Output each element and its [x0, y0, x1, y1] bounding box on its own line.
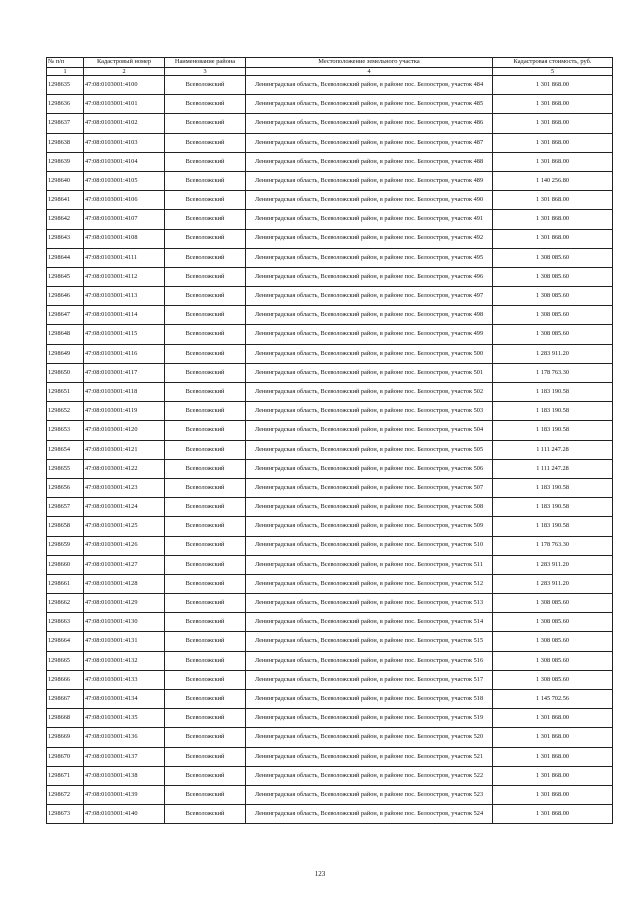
plot-location: Ленинградская область, Всеволожский район, в районе пос. Белоостров, участок 509: [246, 517, 493, 536]
cadastral-value: 1 301 868.00: [493, 95, 613, 114]
district-name: Всеволожский: [165, 76, 246, 95]
table-row: [47, 267, 613, 286]
plot-location: Ленинградская область, Всеволожский район, в районе пос. Белоостров, участок 519: [246, 709, 493, 728]
header-location: Местоположение земельного участка: [246, 58, 493, 68]
plot-location: Ленинградская область, Всеволожский район, в районе пос. Белоостров, участок 484: [246, 76, 493, 95]
cadastral-number: 47:08:0103001:4108: [84, 229, 165, 248]
plot-location: Ленинградская область, Всеволожский район, в районе пос. Белоостров, участок 524: [246, 805, 493, 824]
cadastral-value: 1 301 868.00: [493, 152, 613, 171]
cadastral-value: 1 301 868.00: [493, 229, 613, 248]
cadastral-number: 47:08:0103001:4114: [84, 306, 165, 325]
table-row: [47, 728, 613, 747]
plot-location: Ленинградская область, Всеволожский район, в районе пос. Белоостров, участок 521: [246, 747, 493, 766]
table-row: [47, 632, 613, 651]
plot-location: Ленинградская область, Всеволожский район, в районе пос. Белоостров, участок 501: [246, 363, 493, 382]
cadastral-number: 47:08:0103001:4122: [84, 459, 165, 478]
table-row: [47, 766, 613, 785]
plot-location: Ленинградская область, Всеволожский район, в районе пос. Белоостров, участок 505: [246, 440, 493, 459]
cadastral-number: 47:08:0103001:4120: [84, 421, 165, 440]
row-number: 1298668: [47, 709, 84, 728]
row-number: 1298647: [47, 306, 84, 325]
cadastral-number: 47:08:0103001:4133: [84, 670, 165, 689]
header-row: [47, 58, 613, 68]
plot-location: Ленинградская область, Всеволожский район, в районе пос. Белоостров, участок 502: [246, 383, 493, 402]
row-number: 1298650: [47, 363, 84, 382]
district-name: Всеволожский: [165, 402, 246, 421]
cadastral-number: 47:08:0103001:4118: [84, 383, 165, 402]
plot-location: Ленинградская область, Всеволожский район, в районе пос. Белоостров, участок 489: [246, 171, 493, 190]
cadastral-value: 1 301 868.00: [493, 191, 613, 210]
cadastral-value: 1 301 868.00: [493, 805, 613, 824]
plot-location: Ленинградская область, Всеволожский район, в районе пос. Белоостров, участок 516: [246, 651, 493, 670]
cadastral-number: 47:08:0103001:4131: [84, 632, 165, 651]
district-name: Всеволожский: [165, 171, 246, 190]
cadastral-value: 1 301 868.00: [493, 210, 613, 229]
district-name: Всеволожский: [165, 344, 246, 363]
row-number: 1298662: [47, 594, 84, 613]
table-row: [47, 651, 613, 670]
row-number: 1298646: [47, 287, 84, 306]
cadastral-value: 1 308 085.60: [493, 613, 613, 632]
cadastral-value: 1 111 247.28: [493, 440, 613, 459]
row-number: 1298643: [47, 229, 84, 248]
district-name: Всеволожский: [165, 363, 246, 382]
cadastral-number: 47:08:0103001:4139: [84, 785, 165, 804]
cadastral-value: 1 183 190.58: [493, 498, 613, 517]
table-body: [47, 76, 613, 824]
cadastral-value: 1 183 190.58: [493, 402, 613, 421]
plot-location: Ленинградская область, Всеволожский район, в районе пос. Белоостров, участок 508: [246, 498, 493, 517]
plot-location: Ленинградская область, Всеволожский район, в районе пос. Белоостров, участок 492: [246, 229, 493, 248]
cadastral-value: 1 140 256.80: [493, 171, 613, 190]
cadastral-number: 47:08:0103001:4117: [84, 363, 165, 382]
plot-location: Ленинградская область, Всеволожский район, в районе пос. Белоостров, участок 496: [246, 267, 493, 286]
district-name: Всеволожский: [165, 306, 246, 325]
table-row: [47, 287, 613, 306]
row-number: 1298641: [47, 191, 84, 210]
cadastral-number: 47:08:0103001:4136: [84, 728, 165, 747]
table-row: [47, 421, 613, 440]
plot-location: Ленинградская область, Всеволожский район, в районе пос. Белоостров, участок 520: [246, 728, 493, 747]
row-number: 1298669: [47, 728, 84, 747]
plot-location: Ленинградская область, Всеволожский район, в районе пос. Белоостров, участок 503: [246, 402, 493, 421]
table-row: [47, 191, 613, 210]
cadastral-number: 47:08:0103001:4124: [84, 498, 165, 517]
district-name: Всеволожский: [165, 440, 246, 459]
table-row: [47, 306, 613, 325]
cadastral-number: 47:08:0103001:4126: [84, 536, 165, 555]
table-row: [47, 114, 613, 133]
cadastral-number: 47:08:0103001:4127: [84, 555, 165, 574]
cadastral-number: 47:08:0103001:4113: [84, 287, 165, 306]
row-number: 1298645: [47, 267, 84, 286]
cadastral-number: 47:08:0103001:4125: [84, 517, 165, 536]
row-number: 1298652: [47, 402, 84, 421]
district-name: Всеволожский: [165, 785, 246, 804]
table-row: [47, 133, 613, 152]
row-number: 1298651: [47, 383, 84, 402]
plot-location: Ленинградская область, Всеволожский район, в районе пос. Белоостров, участок 515: [246, 632, 493, 651]
table-row: [47, 805, 613, 824]
row-number: 1298640: [47, 171, 84, 190]
plot-location: Ленинградская область, Всеволожский район, в районе пос. Белоостров, участок 514: [246, 613, 493, 632]
plot-location: Ленинградская область, Всеволожский район, в районе пос. Белоостров, участок 506: [246, 459, 493, 478]
table-row: [47, 95, 613, 114]
cadastral-value: 1 301 868.00: [493, 709, 613, 728]
district-name: Всеволожский: [165, 747, 246, 766]
cadastral-value: 1 308 085.60: [493, 306, 613, 325]
cadastral-number: 47:08:0103001:4140: [84, 805, 165, 824]
district-name: Всеволожский: [165, 632, 246, 651]
district-name: Всеволожский: [165, 517, 246, 536]
plot-location: Ленинградская область, Всеволожский район, в районе пос. Белоостров, участок 510: [246, 536, 493, 555]
cadastral-value: 1 308 085.60: [493, 267, 613, 286]
cadastral-value: 1 301 868.00: [493, 114, 613, 133]
cadastral-value: 1 183 190.58: [493, 421, 613, 440]
table-row: [47, 383, 613, 402]
plot-location: Ленинградская область, Всеволожский район, в районе пос. Белоостров, участок 487: [246, 133, 493, 152]
district-name: Всеволожский: [165, 805, 246, 824]
table-row: [47, 574, 613, 593]
cadastral-value: 1 145 702.56: [493, 690, 613, 709]
plot-location: Ленинградская область, Всеволожский район, в районе пос. Белоостров, участок 498: [246, 306, 493, 325]
table-row: [47, 363, 613, 382]
district-name: Всеволожский: [165, 709, 246, 728]
row-number: 1298658: [47, 517, 84, 536]
table-header: [47, 58, 613, 76]
row-number: 1298672: [47, 785, 84, 804]
row-number: 1298636: [47, 95, 84, 114]
row-number: 1298666: [47, 670, 84, 689]
district-name: Всеволожский: [165, 690, 246, 709]
cadastral-number: 47:08:0103001:4137: [84, 747, 165, 766]
row-number: 1298663: [47, 613, 84, 632]
row-number: 1298670: [47, 747, 84, 766]
plot-location: Ленинградская область, Всеволожский район, в районе пос. Белоостров, участок 488: [246, 152, 493, 171]
row-number: 1298667: [47, 690, 84, 709]
plot-location: Ленинградская область, Всеволожский район, в районе пос. Белоостров, участок 486: [246, 114, 493, 133]
cadastral-value: 1 308 085.60: [493, 632, 613, 651]
table-row: [47, 498, 613, 517]
district-name: Всеволожский: [165, 421, 246, 440]
cadastral-number: 47:08:0103001:4116: [84, 344, 165, 363]
table-row: [47, 709, 613, 728]
district-name: Всеволожский: [165, 555, 246, 574]
district-name: Всеволожский: [165, 651, 246, 670]
district-name: Всеволожский: [165, 248, 246, 267]
cadastral-number: 47:08:0103001:4132: [84, 651, 165, 670]
row-number: 1298660: [47, 555, 84, 574]
header-index: 5: [493, 68, 613, 76]
cadastral-number: 47:08:0103001:4121: [84, 440, 165, 459]
row-number: 1298671: [47, 766, 84, 785]
cadastral-value: 1 308 085.60: [493, 325, 613, 344]
district-name: Всеволожский: [165, 766, 246, 785]
district-name: Всеволожский: [165, 152, 246, 171]
district-name: Всеволожский: [165, 536, 246, 555]
table-row: [47, 76, 613, 95]
cadastral-number: 47:08:0103001:4102: [84, 114, 165, 133]
cadastral-number: 47:08:0103001:4104: [84, 152, 165, 171]
cadastral-number: 47:08:0103001:4128: [84, 574, 165, 593]
cadastral-number: 47:08:0103001:4119: [84, 402, 165, 421]
row-number: 1298657: [47, 498, 84, 517]
cadastral-value: 1 183 190.58: [493, 383, 613, 402]
cadastral-value: 1 183 190.58: [493, 517, 613, 536]
district-name: Всеволожский: [165, 574, 246, 593]
header-number: № п/п: [47, 58, 84, 68]
plot-location: Ленинградская область, Всеволожский район, в районе пос. Белоостров, участок 518: [246, 690, 493, 709]
header-index: 3: [165, 68, 246, 76]
row-number: 1298661: [47, 574, 84, 593]
table-row: [47, 785, 613, 804]
cadastral-number: 47:08:0103001:4100: [84, 76, 165, 95]
table-row: [47, 248, 613, 267]
district-name: Всеволожский: [165, 478, 246, 497]
table-row: [47, 670, 613, 689]
plot-location: Ленинградская область, Всеволожский район, в районе пос. Белоостров, участок 497: [246, 287, 493, 306]
row-number: 1298639: [47, 152, 84, 171]
row-number: 1298659: [47, 536, 84, 555]
cadastral-number: 47:08:0103001:4138: [84, 766, 165, 785]
district-name: Всеволожский: [165, 670, 246, 689]
table-row: [47, 440, 613, 459]
table-row: [47, 747, 613, 766]
table-row: [47, 152, 613, 171]
cadastral-value: 1 111 247.28: [493, 459, 613, 478]
plot-location: Ленинградская область, Всеволожский район, в районе пос. Белоостров, участок 490: [246, 191, 493, 210]
district-name: Всеволожский: [165, 133, 246, 152]
plot-location: Ленинградская область, Всеволожский район, в районе пос. Белоостров, участок 504: [246, 421, 493, 440]
district-name: Всеволожский: [165, 613, 246, 632]
row-number: 1298648: [47, 325, 84, 344]
cadastral-number: 47:08:0103001:4107: [84, 210, 165, 229]
row-number: 1298644: [47, 248, 84, 267]
table-row: [47, 402, 613, 421]
table-row: [47, 325, 613, 344]
cadastral-value: 1 301 868.00: [493, 747, 613, 766]
district-name: Всеволожский: [165, 267, 246, 286]
row-number: 1298637: [47, 114, 84, 133]
row-number: 1298635: [47, 76, 84, 95]
district-name: Всеволожский: [165, 728, 246, 747]
row-number: 1298664: [47, 632, 84, 651]
cadastral-number: 47:08:0103001:4112: [84, 267, 165, 286]
header-index: 4: [246, 68, 493, 76]
table-row: [47, 690, 613, 709]
row-number: 1298638: [47, 133, 84, 152]
row-number: 1298653: [47, 421, 84, 440]
district-name: Всеволожский: [165, 287, 246, 306]
cadastral-value: 1 301 868.00: [493, 133, 613, 152]
row-number: 1298656: [47, 478, 84, 497]
district-name: Всеволожский: [165, 191, 246, 210]
cadastral-number: 47:08:0103001:4129: [84, 594, 165, 613]
district-name: Всеволожский: [165, 383, 246, 402]
cadastral-value: 1 301 868.00: [493, 76, 613, 95]
plot-location: Ленинградская область, Всеволожский район, в районе пос. Белоостров, участок 507: [246, 478, 493, 497]
district-name: Всеволожский: [165, 594, 246, 613]
row-number: 1298655: [47, 459, 84, 478]
plot-location: Ленинградская область, Всеволожский район, в районе пос. Белоостров, участок 500: [246, 344, 493, 363]
cadastral-value-table: [46, 57, 613, 824]
cadastral-value: 1 183 190.58: [493, 478, 613, 497]
header-index-row: [47, 68, 613, 76]
row-number: 1298649: [47, 344, 84, 363]
cadastral-number: 47:08:0103001:4111: [84, 248, 165, 267]
header-index: 2: [84, 68, 165, 76]
district-name: Всеволожский: [165, 210, 246, 229]
cadastral-value: 1 308 085.60: [493, 594, 613, 613]
cadastral-number: 47:08:0103001:4130: [84, 613, 165, 632]
table-row: [47, 594, 613, 613]
cadastral-value: 1 301 868.00: [493, 728, 613, 747]
plot-location: Ленинградская область, Всеволожский район, в районе пос. Белоостров, участок 485: [246, 95, 493, 114]
table-row: [47, 344, 613, 363]
cadastral-number: 47:08:0103001:4105: [84, 171, 165, 190]
cadastral-number: 47:08:0103001:4106: [84, 191, 165, 210]
plot-location: Ленинградская область, Всеволожский район, в районе пос. Белоостров, участок 517: [246, 670, 493, 689]
cadastral-value: 1 178 763.30: [493, 536, 613, 555]
district-name: Всеволожский: [165, 114, 246, 133]
header-cadastral-value: Кадастровая стоимость, руб.: [493, 58, 613, 68]
district-name: Всеволожский: [165, 459, 246, 478]
plot-location: Ленинградская область, Всеволожский район, в районе пос. Белоостров, участок 511: [246, 555, 493, 574]
plot-location: Ленинградская область, Всеволожский район, в районе пос. Белоостров, участок 512: [246, 574, 493, 593]
table-row: [47, 517, 613, 536]
district-name: Всеволожский: [165, 95, 246, 114]
cadastral-value: 1 308 085.60: [493, 248, 613, 267]
cadastral-value: 1 308 085.60: [493, 651, 613, 670]
district-name: Всеволожский: [165, 229, 246, 248]
table-row: [47, 478, 613, 497]
header-cadastral-number: Кадастровый номер: [84, 58, 165, 68]
cadastral-value: 1 283 911.20: [493, 574, 613, 593]
table-row: [47, 555, 613, 574]
row-number: 1298642: [47, 210, 84, 229]
cadastral-value: 1 301 868.00: [493, 766, 613, 785]
cadastral-number: 47:08:0103001:4123: [84, 478, 165, 497]
plot-location: Ленинградская область, Всеволожский район, в районе пос. Белоостров, участок 495: [246, 248, 493, 267]
plot-location: Ленинградская область, Всеволожский район, в районе пос. Белоостров, участок 523: [246, 785, 493, 804]
table-row: [47, 459, 613, 478]
cadastral-value: 1 301 868.00: [493, 785, 613, 804]
plot-location: Ленинградская область, Всеволожский район, в районе пос. Белоостров, участок 522: [246, 766, 493, 785]
cadastral-value: 1 308 085.60: [493, 670, 613, 689]
cadastral-value: 1 283 911.20: [493, 344, 613, 363]
cadastral-value: 1 308 085.60: [493, 287, 613, 306]
page-number: 123: [314, 870, 326, 878]
cadastral-number: 47:08:0103001:4103: [84, 133, 165, 152]
table-row: [47, 613, 613, 632]
table-row: [47, 171, 613, 190]
cadastral-number: 47:08:0103001:4101: [84, 95, 165, 114]
header-district: Наименование района: [165, 58, 246, 68]
plot-location: Ленинградская область, Всеволожский район, в районе пос. Белоостров, участок 513: [246, 594, 493, 613]
plot-location: Ленинградская область, Всеволожский район, в районе пос. Белоостров, участок 491: [246, 210, 493, 229]
row-number: 1298673: [47, 805, 84, 824]
cadastral-number: 47:08:0103001:4135: [84, 709, 165, 728]
district-name: Всеволожский: [165, 325, 246, 344]
plot-location: Ленинградская область, Всеволожский район, в районе пос. Белоостров, участок 499: [246, 325, 493, 344]
row-number: 1298654: [47, 440, 84, 459]
table-row: [47, 210, 613, 229]
cadastral-number: 47:08:0103001:4134: [84, 690, 165, 709]
district-name: Всеволожский: [165, 498, 246, 517]
header-index: 1: [47, 68, 84, 76]
table-row: [47, 229, 613, 248]
cadastral-value: 1 178 763.30: [493, 363, 613, 382]
cadastral-value: 1 283 911.20: [493, 555, 613, 574]
cadastral-number: 47:08:0103001:4115: [84, 325, 165, 344]
row-number: 1298665: [47, 651, 84, 670]
table-row: [47, 536, 613, 555]
